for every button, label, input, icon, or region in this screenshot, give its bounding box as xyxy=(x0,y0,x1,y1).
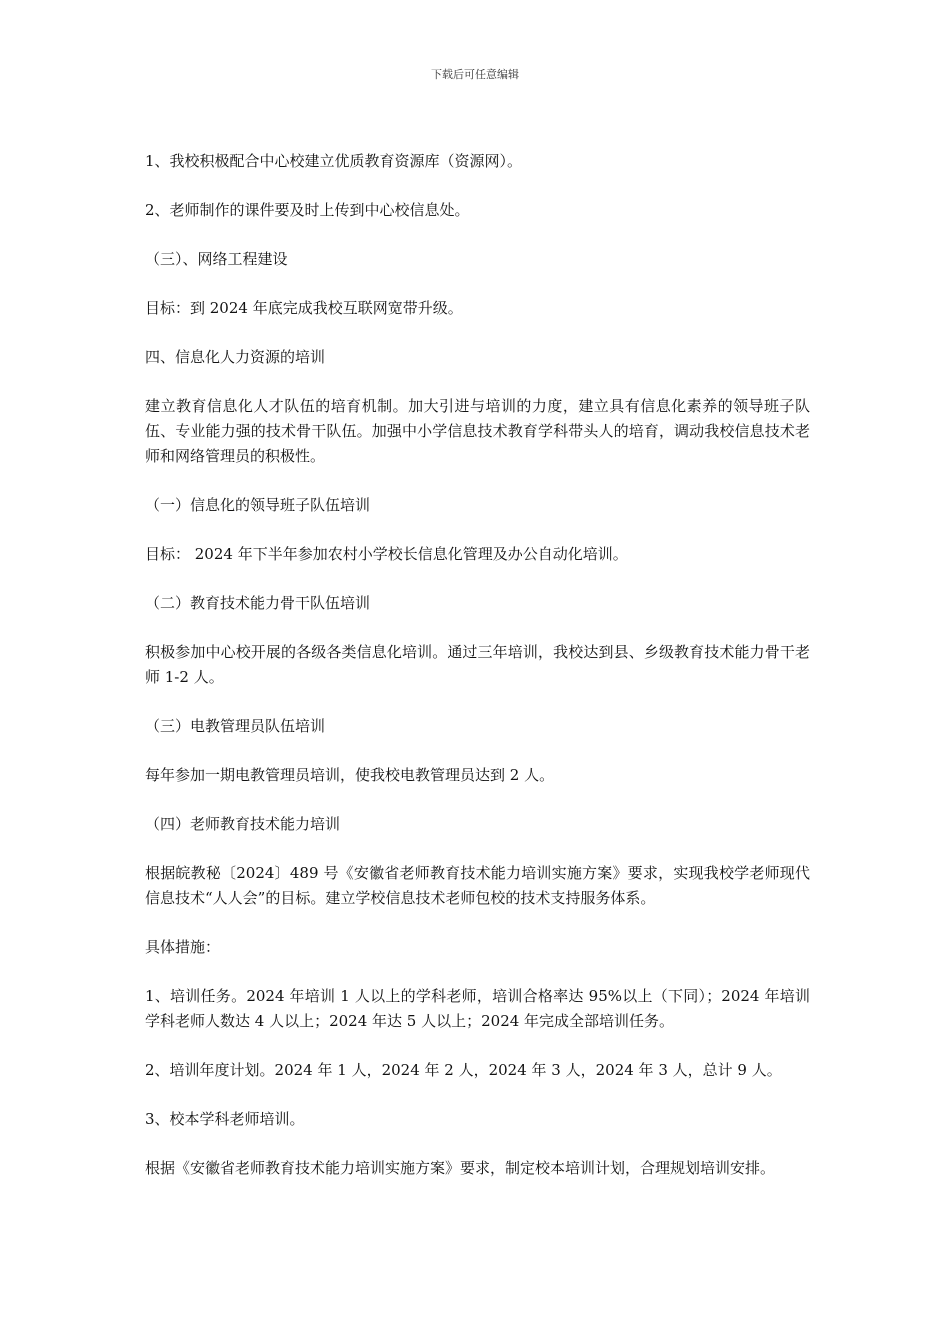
paragraph: 建立教育信息化人才队伍的培育机制。加大引进与培训的力度，建立具有信息化素养的领导班子队伍、专业能力强的技术骨干队伍。加强中小学信息技术教育学科带头人的培育，调动我校信息技术老师和网络管理员的积极性。 xyxy=(145,397,810,465)
paragraph: 1、我校积极配合中心校建立优质教育资源库（资源网）。 xyxy=(145,152,523,170)
paragraph: 积极参加中心校开展的各级各类信息化培训。通过三年培训，我校达到县、乡级教育技术能力骨干老师 1-2 人。 xyxy=(145,643,810,686)
page-header: 下载后可任意编辑 xyxy=(431,68,519,81)
paragraph: 根据皖教秘〔2024〕489 号《安徽省老师教育技术能力培训实施方案》要求，实现我校学老师现代信息技术“人人会”的目标。建立学校信息技术老师包校的技术支持服务体系。 xyxy=(145,864,810,907)
paragraph: 每年参加一期电教管理员培训，使我校电教管理员达到 2 人。 xyxy=(145,766,555,784)
paragraph: 2、老师制作的课件要及时上传到中心校信息处。 xyxy=(145,201,470,219)
paragraph: 1、培训任务。2024 年培训 1 人以上的学科老师，培训合格率达 95%以上（下同）；2024 年培训学科老师人数达 4 人以上；2024 年达 5 人以上；2024 年完成全部培训任务。 xyxy=(145,987,810,1030)
document-body xyxy=(145,149,810,1205)
section-heading: （三）电教管理员队伍培训 xyxy=(145,717,326,735)
paragraph: 具体措施： xyxy=(145,938,221,956)
paragraph: 目标： 2024 年下半年参加农村小学校长信息化管理及办公自动化培训。 xyxy=(145,545,628,563)
paragraph: 根据《安徽省老师教育技术能力培训实施方案》要求，制定校本培训计划，合理规划培训安排。 xyxy=(145,1159,776,1177)
section-heading: （三）、网络工程建设 xyxy=(145,250,288,268)
section-heading: 四、信息化人力资源的培训 xyxy=(145,348,326,366)
paragraph: 2、培训年度计划。2024 年 1 人，2024 年 2 人，2024 年 3 人，2024 年 3 人，总计 9 人。 xyxy=(145,1061,782,1079)
paragraph: 3、校本学科老师培训。 xyxy=(145,1110,305,1128)
section-heading: （二）教育技术能力骨干队伍培训 xyxy=(145,594,371,612)
section-heading: （一）信息化的领导班子队伍培训 xyxy=(145,496,371,514)
paragraph: 目标：到 2024 年底完成我校互联网宽带升级。 xyxy=(145,299,463,317)
section-heading: （四）老师教育技术能力培训 xyxy=(145,815,341,833)
